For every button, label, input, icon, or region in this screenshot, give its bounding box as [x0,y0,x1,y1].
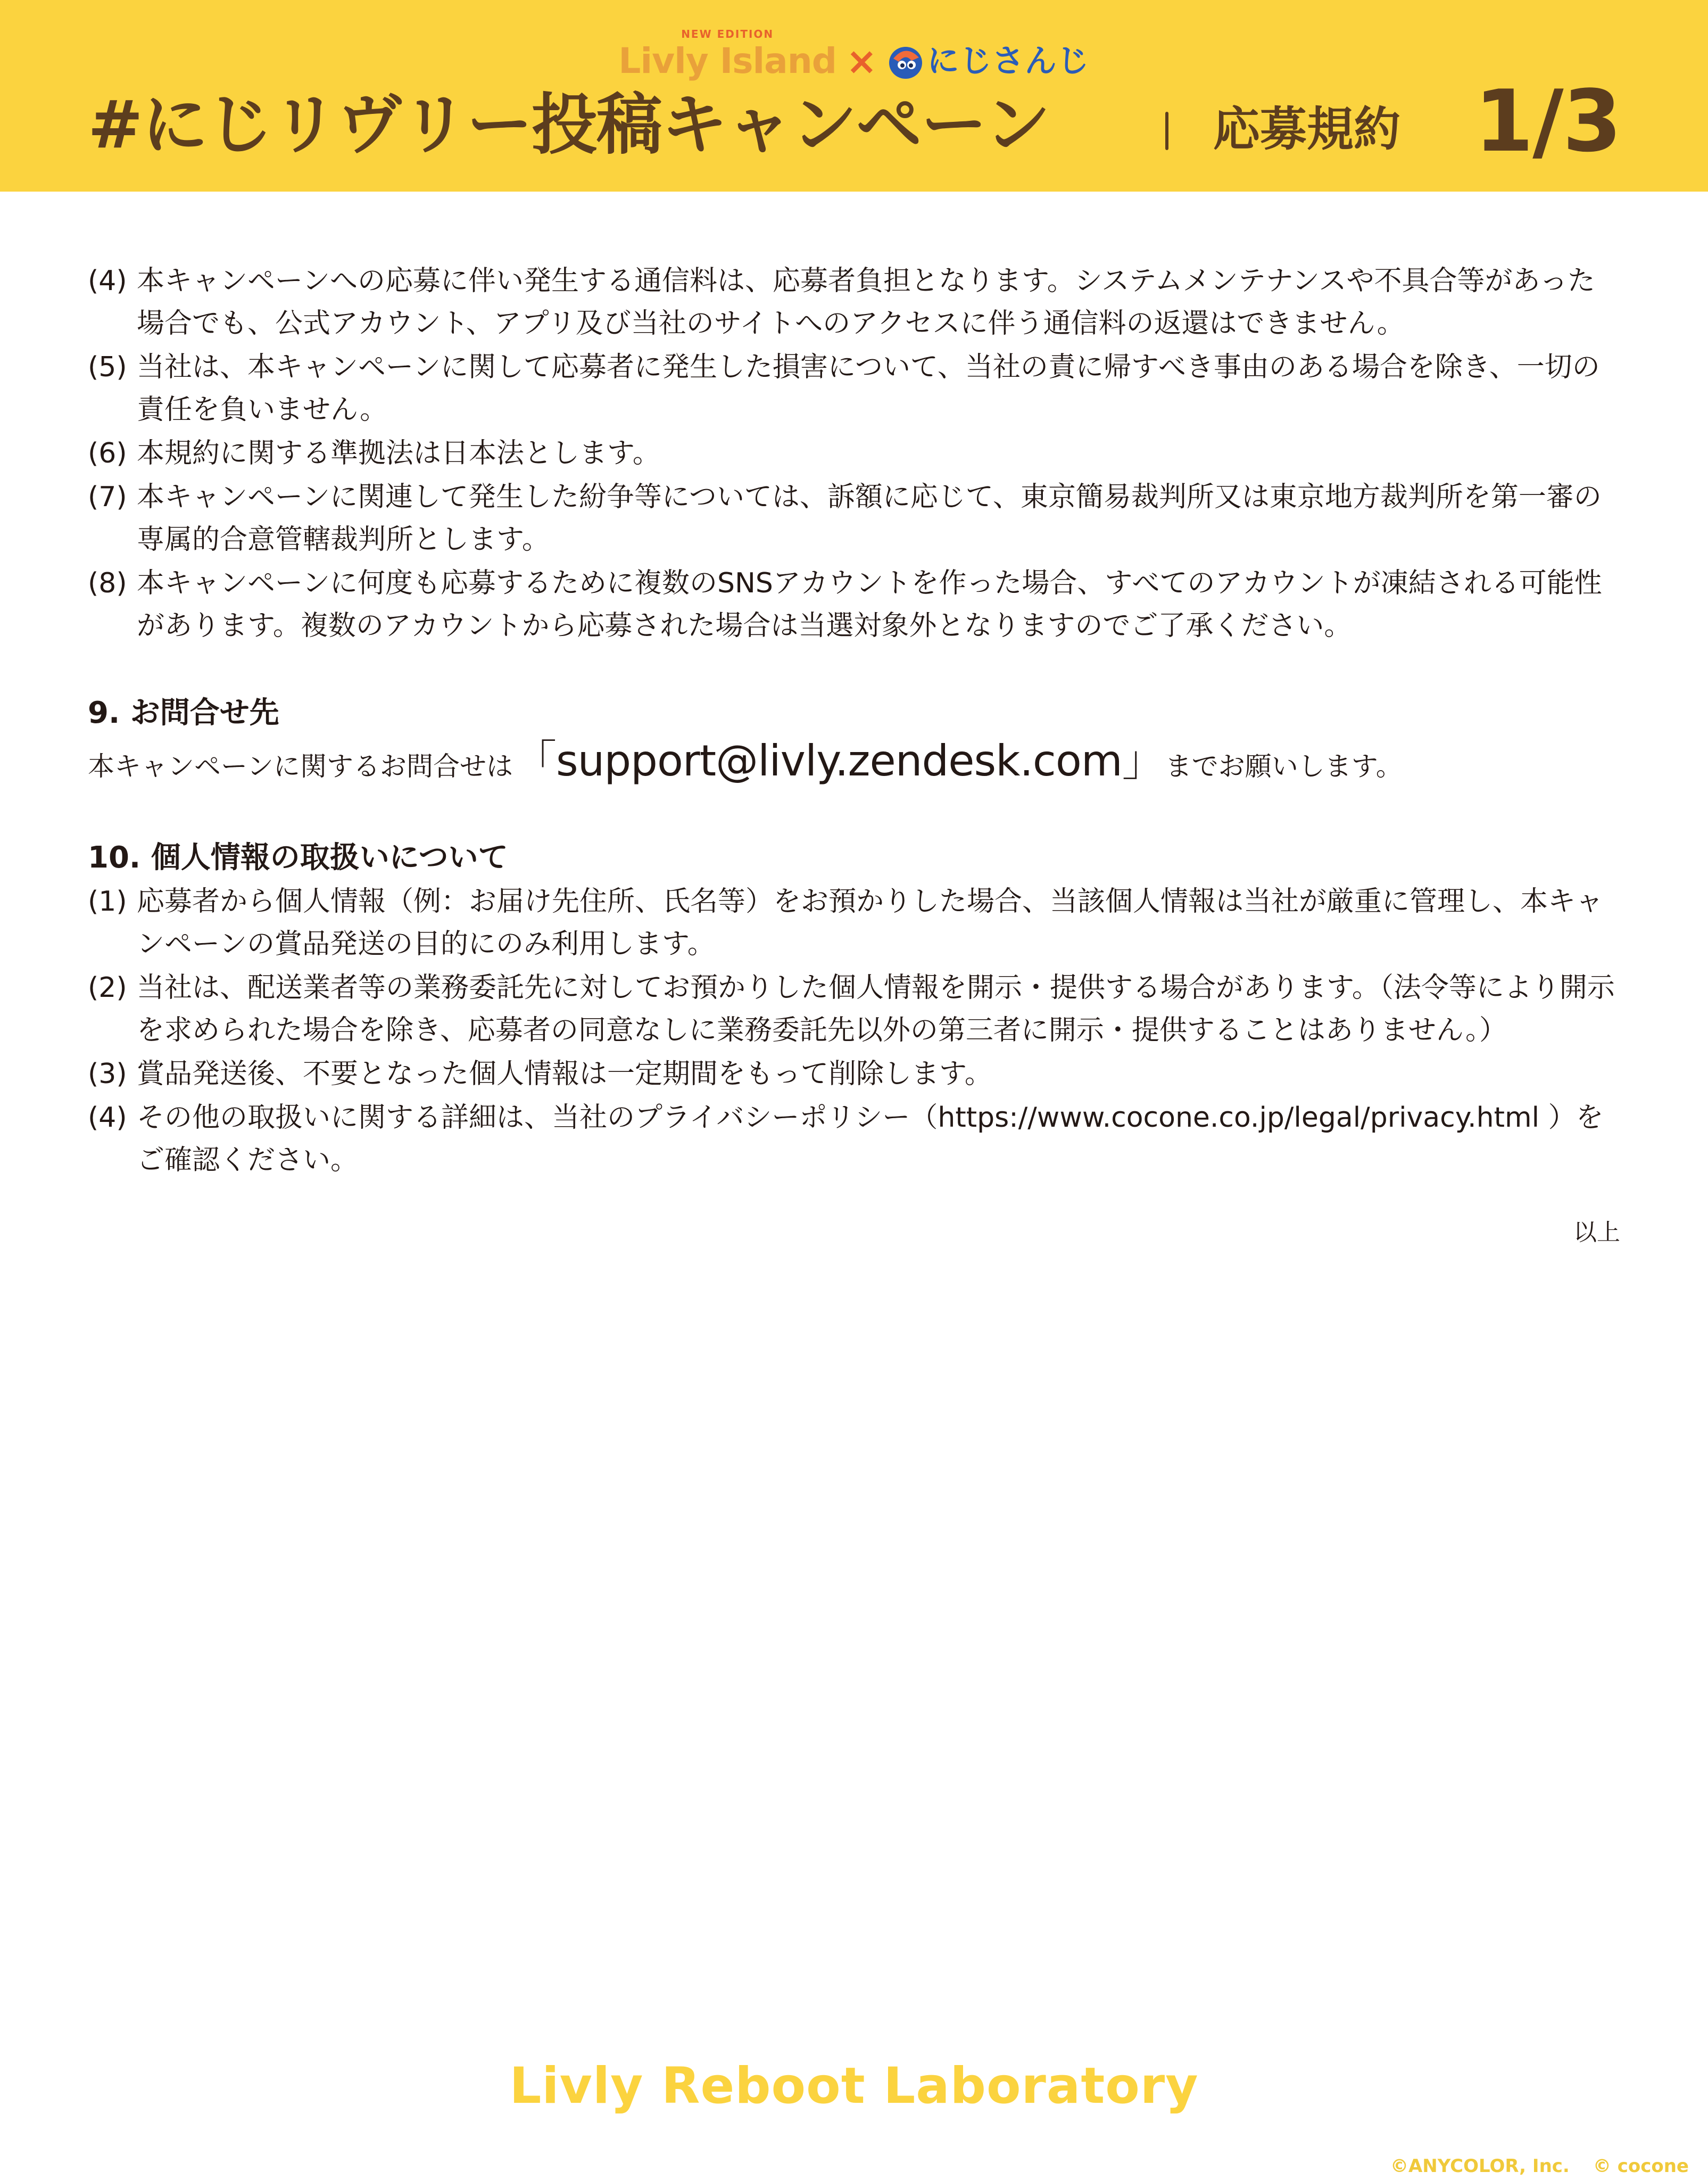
list-item-text: 当社は、本キャンペーンに関して応募者に発生した損害について、当社の責に帰すべき事由のある場合を除き、一切の責任を負いません。 [137,351,1600,426]
list-item [88,1096,1620,1182]
list-item-text: 本規約に関する準拠法は日本法とします。 [137,437,660,469]
copyright-notices [1367,2156,1689,2177]
list-item-number: (2) [88,972,127,1004]
ending-mark: 以上 [1573,1219,1620,1246]
title-divider [1165,112,1168,150]
nijisanji-mark-icon [887,42,924,81]
list-item-text: その他の取扱いに関する詳細は、当社のプライバシーポリシー（https://www.cocone.co.jp/legal/privacy.html ）をご確認ください。 [137,1102,1604,1176]
list-item-text: 本キャンペーンに関連して発生した紛争等については、訴額に応じて、東京簡易裁判所又は東京地方裁判所を第一審の専属的合意管轄裁判所とします。 [137,481,1602,556]
times-icon: × [845,39,877,83]
list-item [88,260,1620,345]
list-item-number: (6) [88,437,127,469]
livly-island-wordmark: Livly Island [618,40,836,81]
livly-edition-label: NEW EDITION [681,28,774,40]
list-item [88,562,1620,647]
livly-island-logo [618,28,836,81]
list-item [88,476,1620,561]
livly-reboot-laboratory-logo: Livly Reboot Laboratory [509,2057,1199,2115]
list-item-text: 賞品発送後、不要となった個人情報は一定期間をもって削除します。 [137,1058,992,1090]
list-item-text: 本キャンペーンに何度も応募するために複数のSNSアカウントを作った場合、すべてのアカウントが凍結される可能性があります。複数のアカウントから応募された場合は当選対象外となりますのでご了承ください。 [137,567,1602,642]
section-10-heading: 10. 個人情報の取扱いについて [88,840,508,875]
list-item [88,346,1620,431]
collab-logos [0,28,1708,81]
list-item-number: (3) [88,1058,127,1090]
contact-prefix: 本キャンペーンに関するお問合せは [88,751,513,782]
copyright-anycolor: ©ANYCOLOR, Inc. [1390,2156,1570,2177]
list-item [88,880,1620,965]
campaign-title: #にじリヴリー投稿キャンペーン [88,87,1050,163]
list-item [88,1053,1620,1095]
nijisanji-logo [887,42,1090,81]
list-item-text: 応募者から個人情報（例：お届け先住所、氏名等）をお預かりした場合、当該個人情報は当社が厳重に管理し、本キャンペーンの賞品発送の目的にのみ利用します。 [137,886,1604,960]
page-indicator: 1/3 [1474,71,1621,171]
list-item-number: (8) [88,567,127,599]
list-item-number: (5) [88,351,127,383]
support-email[interactable]: 「support@livly.zendesk.com」 [514,736,1164,786]
list-item [88,432,1620,475]
list-item-number: (4) [88,1102,127,1134]
contact-line [88,736,1620,792]
list-item-text: 本キャンペーンへの応募に伴い発生する通信料は、応募者負担となります。システムメンテナンスや不具合等があった場合でも、公式アカウント、アプリ及び当社のサイトへのアクセスに伴う通信料の返還はできません。 [137,265,1595,340]
list-item [88,967,1620,1052]
list-item-text: 当社は、配送業者等の業務委託先に対してお預かりした個人情報を開示・提供する場合があります。（法令等により開示を求められた場合を除き、応募者の同意なしに業務委託先以外の第三者に開示・提供することはありません。） [137,972,1615,1046]
nijisanji-wordmark: にじさんじ [927,43,1090,80]
list-item-number: (7) [88,481,127,513]
section-9-heading: 9. お問合せ先 [88,696,279,730]
contact-suffix: までお願いします。 [1165,751,1403,782]
copyright-cocone: © cocone [1593,2156,1689,2177]
list-item-number: (4) [88,265,127,297]
list-item-number: (1) [88,886,127,918]
rules-label: 応募規約 [1213,102,1401,156]
rules-content [88,260,1620,1183]
header-banner [0,0,1708,192]
